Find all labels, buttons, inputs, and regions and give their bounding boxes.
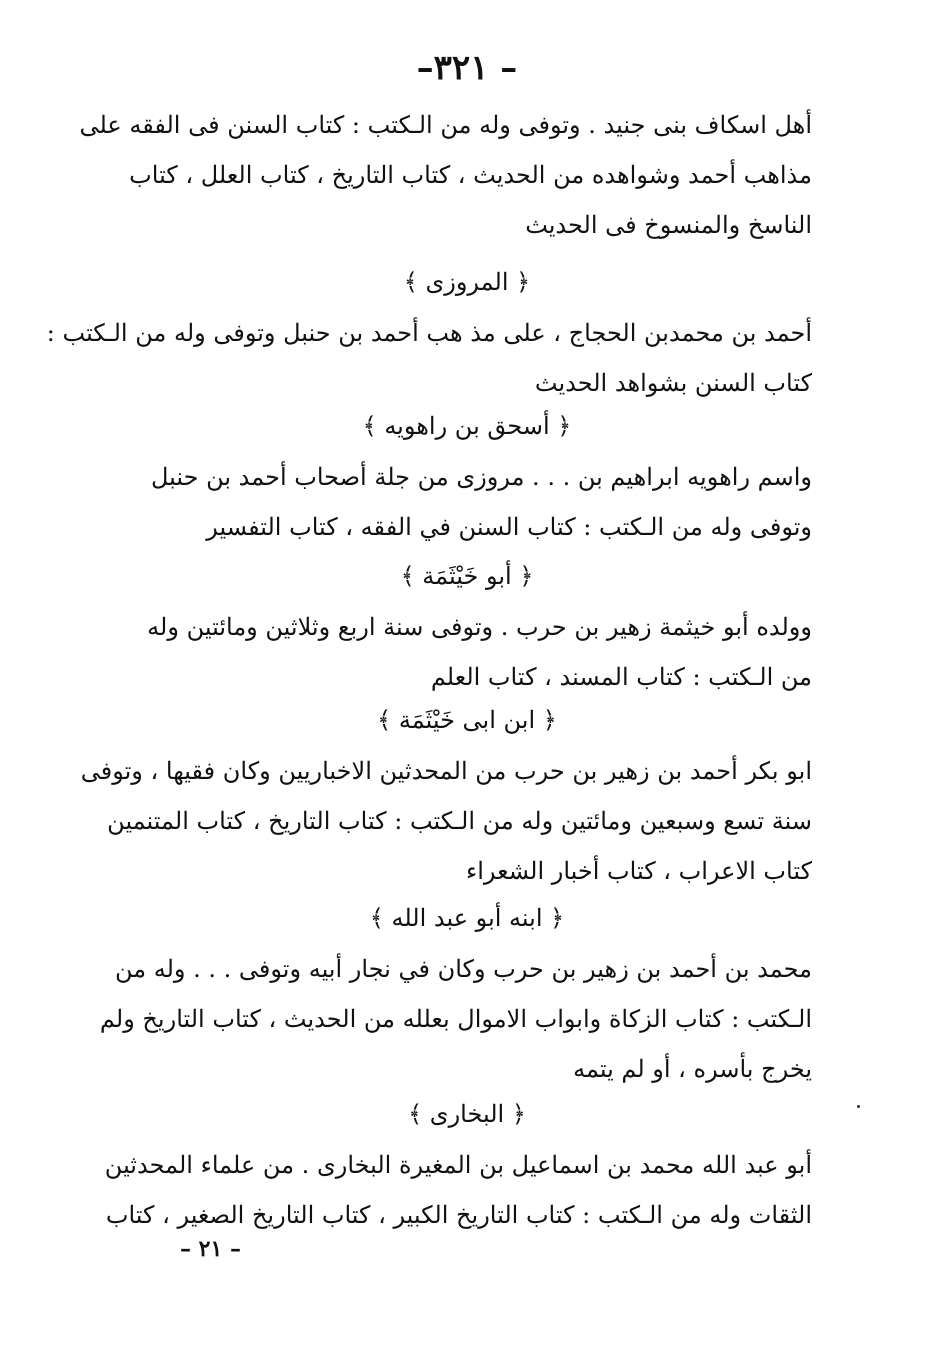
text-line: الناسخ والمنسوخ فى الحديث	[525, 211, 812, 239]
paragraph-1	[79, 100, 812, 250]
text-line: من الـكتب : كتاب المسند ، كتاب العلم	[430, 663, 812, 691]
page-number-top: –٣٢١ –	[416, 48, 518, 88]
text-line: وولده أبو خيثمة زهير بن حرب . وتوفى سنة اربع وثلاثين ومائتين وله	[147, 613, 812, 641]
paragraph-7	[104, 1140, 812, 1240]
text-line: واسم راهويه ابراهيم بن . . . مروزى من جلة أصحاب أحمد بن حنبل	[150, 463, 812, 491]
section-heading-ibn-abi-khaythama: ﴿ ابن ابى خَيْثَمَة ﴾	[377, 706, 557, 734]
text-line: مذاهب أحمد وشواهده من الحديث ، كتاب التاريخ ، كتاب العلل ، كتاب	[129, 161, 812, 189]
paragraph-6	[99, 944, 812, 1094]
section-heading-ibnuh: ﴿ ابنه أبو عبد الله ﴾	[369, 904, 565, 932]
section-heading-ishaq: ﴿ أسحق بن راهويه ﴾	[362, 412, 572, 440]
page-number-bottom: – ٢١ –	[180, 1236, 241, 1262]
text-line: محمد بن أحمد بن زهير بن حرب وكان في نجار أبيه وتوفى . . . وله من	[115, 955, 812, 983]
text-line: أبو عبد الله محمد بن اسماعيل بن المغيرة البخارى . من علماء المحدثين	[104, 1151, 812, 1179]
section-heading-abu-khaythama: ﴿ أبو خَيْثَمَة ﴾	[400, 562, 534, 590]
text-line: كتاب السنن بشواهد الحديث	[534, 369, 812, 397]
text-line: أهل اسكاف بنى جنيد . وتوفى وله من الـكتب : كتاب السنن فى الفقه على	[79, 111, 812, 139]
paragraph-4	[135, 602, 812, 702]
text-line: الثقات وله من الـكتب : كتاب التاريخ الكبير ، كتاب التاريخ الصغير ، كتاب	[105, 1201, 812, 1229]
text-line: أحمد بن محمدبن الحجاج ، على مذ هب أحمد بن حنبل وتوفى وله من الـكتب :	[46, 319, 812, 347]
text-line: كتاب الاعراب ، كتاب أخبار الشعراء	[465, 857, 812, 885]
print-speck	[857, 1105, 860, 1108]
text-line: يخرج بأسره ، أو لم يتمه	[573, 1055, 812, 1083]
section-heading-marwazi: ﴿ المروزى ﴾	[403, 268, 531, 296]
text-line: الـكتب : كتاب الزكاة وابواب الاموال بعلله من الحديث ، كتاب التاريخ ولم	[99, 1005, 812, 1033]
text-line: ابو بكر أحمد بن زهير بن حرب من المحدثين الاخباريين وكان فقيها ، وتوفى	[80, 757, 812, 785]
section-heading-bukhari: ﴿ البخارى ﴾	[408, 1100, 526, 1128]
paragraph-2	[46, 308, 812, 408]
paragraph-3	[135, 452, 812, 552]
text-line: سنة تسع وسبعين ومائتين وله من الـكتب : كتاب التاريخ ، كتاب المتنمين	[107, 807, 812, 835]
text-line: وتوفى وله من الـكتب : كتاب السنن في الفقه ، كتاب التفسير	[206, 513, 812, 541]
paragraph-5	[80, 746, 812, 896]
